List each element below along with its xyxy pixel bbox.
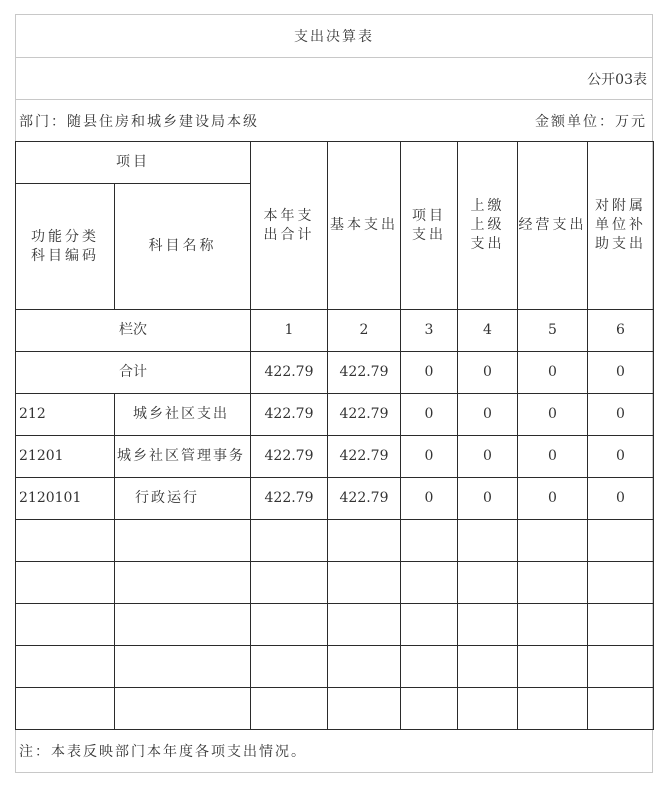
footnote: 注：本表反映部门本年度各项支出情况。 bbox=[19, 744, 307, 760]
header-operation: 经营支出 bbox=[518, 142, 588, 310]
row-name: 城乡社区支出 bbox=[115, 394, 251, 436]
row-value: 422.79 bbox=[328, 436, 401, 478]
column-number-row bbox=[16, 310, 654, 352]
table-row bbox=[16, 394, 654, 436]
row-value: 0 bbox=[458, 478, 518, 520]
header-total: 本年支出合计 bbox=[251, 142, 328, 310]
table-row bbox=[16, 478, 654, 520]
form-code: 公开03表 bbox=[587, 71, 647, 88]
department-label: 部门：随县住房和城乡建设局本级 bbox=[19, 114, 259, 130]
header-upper: 上缴上级支出 bbox=[458, 142, 518, 310]
row-value: 0 bbox=[518, 478, 588, 520]
form-code-row bbox=[15, 58, 653, 100]
header-basic: 基本支出 bbox=[328, 142, 401, 310]
column-number: 5 bbox=[518, 310, 588, 352]
empty-row bbox=[16, 646, 654, 688]
column-number: 2 bbox=[328, 310, 401, 352]
row-value: 0 bbox=[401, 436, 458, 478]
column-number-label: 栏次 bbox=[16, 310, 251, 352]
row-value: 0 bbox=[588, 478, 654, 520]
header-func-code: 功能分类科目编码 bbox=[16, 184, 115, 310]
total-row bbox=[16, 352, 654, 394]
empty-row bbox=[16, 688, 654, 730]
report-title: 支出决算表 bbox=[294, 28, 374, 45]
column-number: 3 bbox=[401, 310, 458, 352]
row-value: 0 bbox=[518, 394, 588, 436]
total-value: 0 bbox=[401, 352, 458, 394]
header-subsidy: 对附属单位补助支出 bbox=[588, 142, 654, 310]
total-value: 422.79 bbox=[328, 352, 401, 394]
row-code: 21201 bbox=[16, 436, 115, 478]
row-value: 0 bbox=[588, 436, 654, 478]
row-code: 2120101 bbox=[16, 478, 115, 520]
header-project: 项目 bbox=[16, 142, 251, 184]
total-value: 0 bbox=[518, 352, 588, 394]
row-value: 422.79 bbox=[328, 394, 401, 436]
column-number: 6 bbox=[588, 310, 654, 352]
row-value: 422.79 bbox=[328, 478, 401, 520]
total-value: 0 bbox=[588, 352, 654, 394]
empty-row bbox=[16, 562, 654, 604]
total-value: 0 bbox=[458, 352, 518, 394]
row-value: 0 bbox=[588, 394, 654, 436]
expenditure-table bbox=[15, 141, 654, 730]
row-name: 行政运行 bbox=[115, 478, 251, 520]
row-value: 0 bbox=[458, 436, 518, 478]
empty-row bbox=[16, 520, 654, 562]
row-value: 0 bbox=[458, 394, 518, 436]
row-name: 城乡社区管理事务 bbox=[115, 436, 251, 478]
total-value: 422.79 bbox=[251, 352, 328, 394]
empty-row bbox=[16, 604, 654, 646]
row-code: 212 bbox=[16, 394, 115, 436]
note-row bbox=[15, 729, 653, 773]
row-value: 422.79 bbox=[251, 478, 328, 520]
row-value: 422.79 bbox=[251, 394, 328, 436]
header-subject-name: 科目名称 bbox=[115, 184, 251, 310]
row-value: 0 bbox=[401, 394, 458, 436]
row-value: 422.79 bbox=[251, 436, 328, 478]
header-project-expenditure: 项目支出 bbox=[401, 142, 458, 310]
row-value: 0 bbox=[401, 478, 458, 520]
column-number: 4 bbox=[458, 310, 518, 352]
meta-row bbox=[15, 100, 653, 142]
table-row bbox=[16, 436, 654, 478]
row-value: 0 bbox=[518, 436, 588, 478]
unit-label: 金额单位：万元 bbox=[535, 114, 647, 130]
report-title-row bbox=[15, 14, 653, 58]
total-label: 合计 bbox=[16, 352, 251, 394]
header-row-1 bbox=[16, 142, 654, 184]
column-number: 1 bbox=[251, 310, 328, 352]
